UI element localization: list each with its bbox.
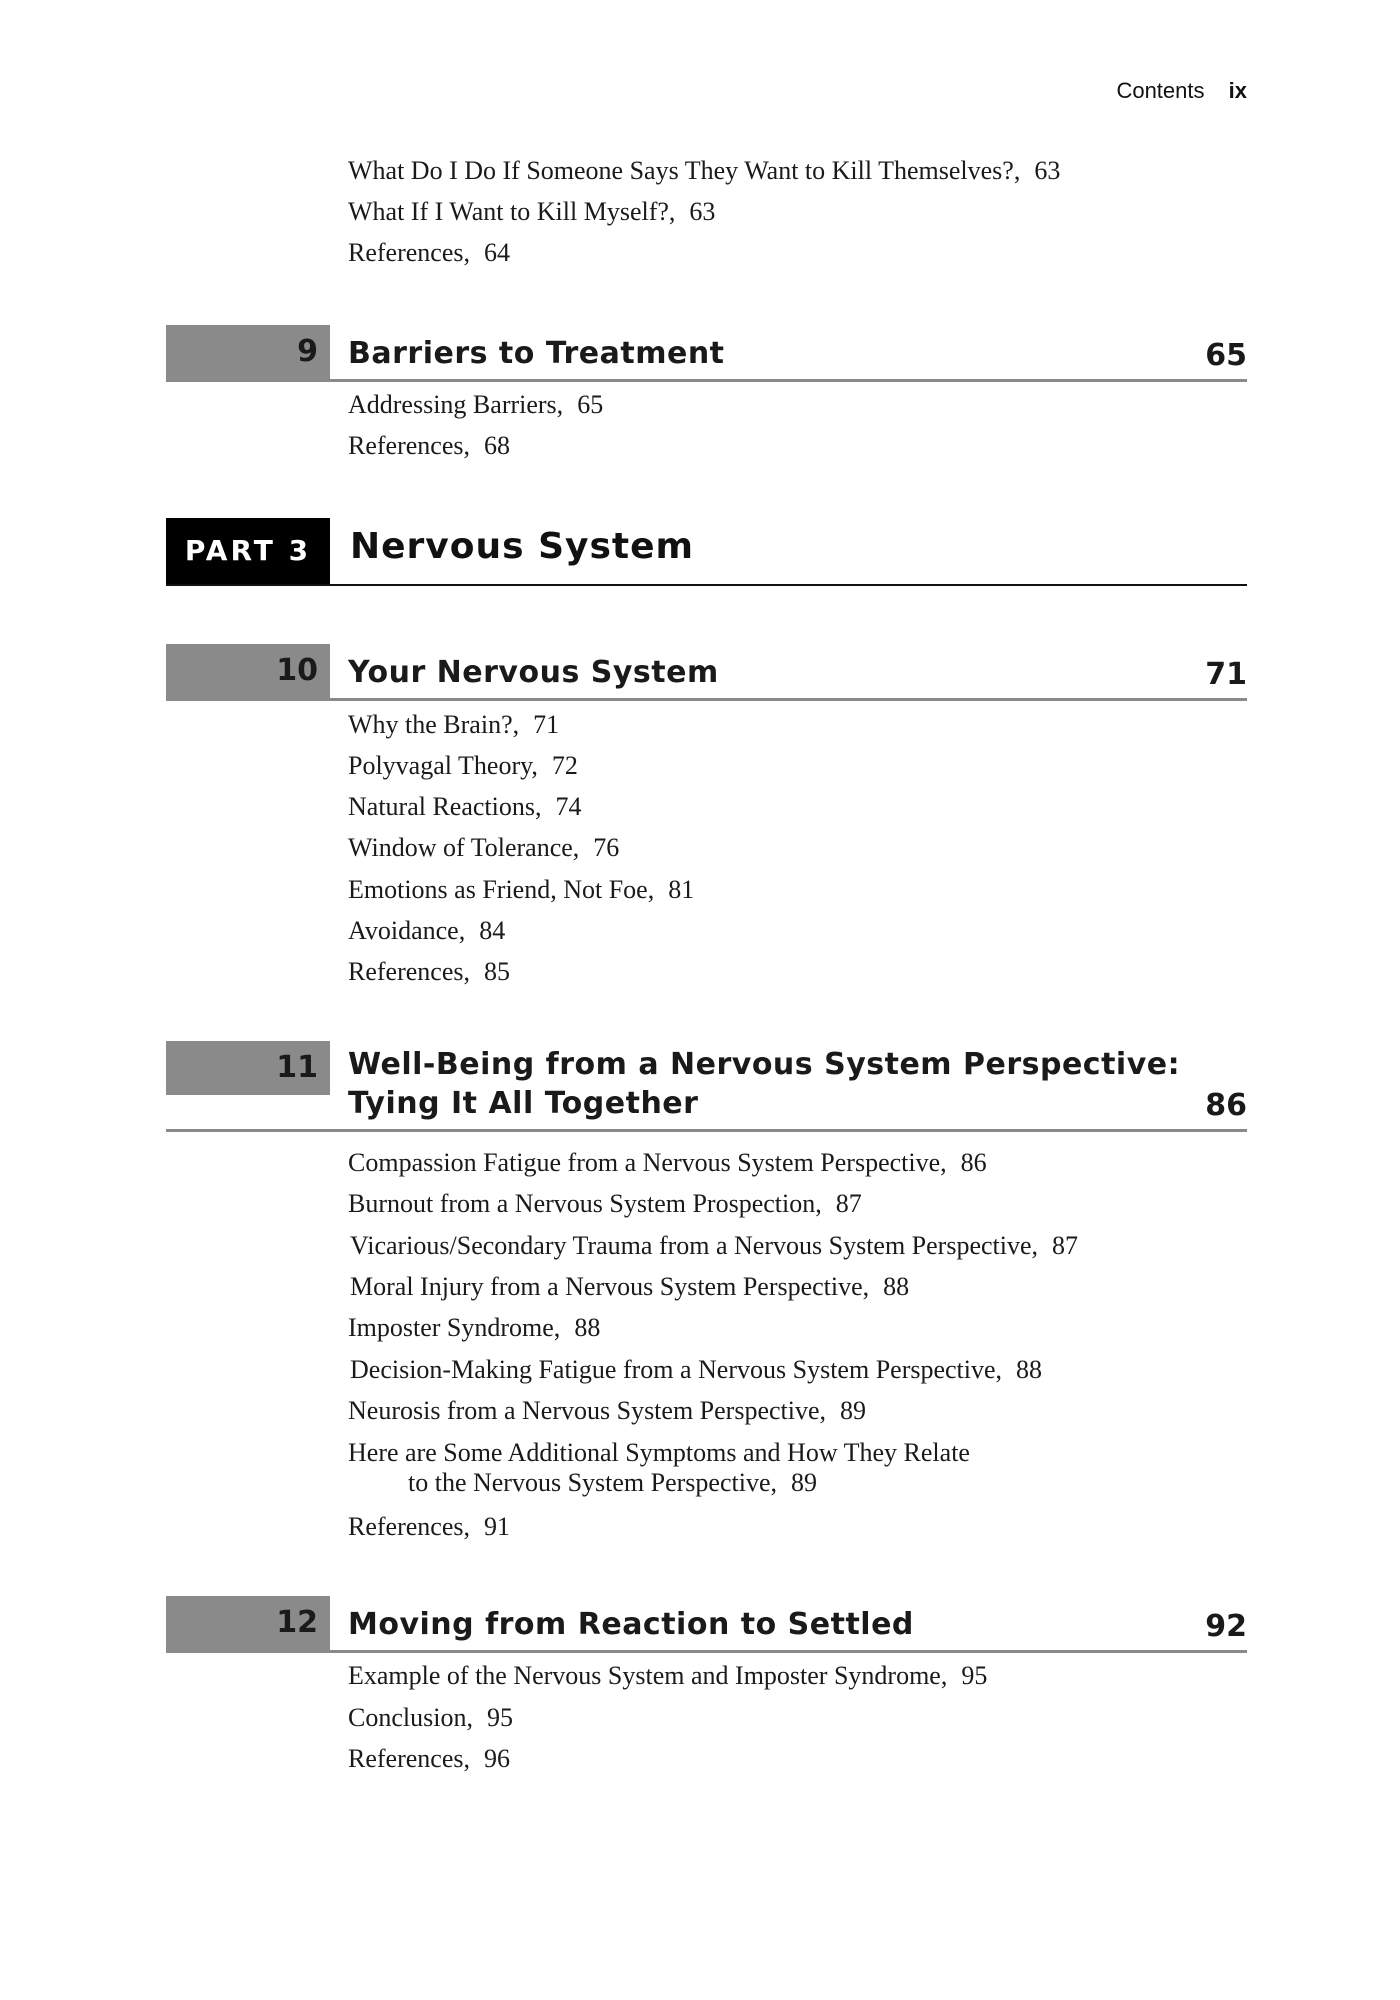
toc-entry-page: 81 — [668, 875, 695, 904]
chapter-title: Moving from Reaction to Settled — [348, 1607, 914, 1642]
toc-entry[interactable] — [348, 751, 578, 781]
toc-entry-page: 86 — [960, 1148, 987, 1177]
chapter-title-line: Well-Being from a Nervous System Perspective: — [348, 1047, 1181, 1082]
toc-entry-page: 89 — [791, 1468, 817, 1497]
toc-entry-title: Compassion Fatigue from a Nervous System Perspective, — [348, 1148, 947, 1177]
chapter-title: Barriers to Treatment — [348, 336, 725, 371]
chapter-number: 12 — [166, 1596, 330, 1650]
toc-entry-title: References, — [348, 957, 470, 986]
toc-entry-title: Decision-Making Fatigue from a Nervous System Perspective, — [350, 1355, 1003, 1384]
chapter-number: 11 — [166, 1041, 330, 1095]
toc-entry-page: 68 — [483, 431, 510, 460]
toc-entry-page: 91 — [483, 1512, 510, 1541]
toc-entry-continuation — [348, 1468, 970, 1498]
toc-entry-title: Example of the Nervous System and Imposter Syndrome, — [348, 1661, 948, 1690]
toc-entry-page: 84 — [479, 916, 506, 945]
toc-entry[interactable] — [348, 710, 559, 740]
toc-entry-title: What Do I Do If Someone Says They Want to Kill Themselves?, — [348, 156, 1021, 185]
toc-entry-title: References, — [348, 1744, 470, 1773]
chapter-title — [348, 1045, 1180, 1123]
toc-entry-page: 65 — [577, 390, 604, 419]
chapter-heading-12[interactable] — [166, 1596, 1247, 1653]
toc-entry-title: Natural Reactions, — [348, 792, 542, 821]
toc-entry[interactable] — [348, 1744, 510, 1774]
toc-entry[interactable] — [348, 1189, 862, 1219]
part-title: Nervous System — [350, 526, 695, 567]
toc-entry-title: Neurosis from a Nervous System Perspective, — [348, 1396, 827, 1425]
toc-entry-title: Vicarious/Secondary Trauma from a Nervous System Perspective, — [350, 1231, 1039, 1260]
toc-entry-title: Addressing Barriers, — [348, 390, 564, 419]
toc-entry-page: 89 — [840, 1396, 867, 1425]
running-head-label: Contents — [1116, 78, 1205, 103]
chapter-heading-11[interactable] — [166, 1041, 1247, 1132]
toc-entry-page: 63 — [689, 197, 716, 226]
toc-entry-page: 63 — [1034, 156, 1061, 185]
toc-entry-page: 87 — [1052, 1231, 1079, 1260]
chapter-page: 71 — [1205, 657, 1247, 692]
chapter-title: Your Nervous System — [348, 655, 719, 690]
toc-entry-title: Emotions as Friend, Not Foe, — [348, 875, 655, 904]
toc-entry[interactable] — [348, 1313, 600, 1343]
page-folio: ix — [1228, 78, 1247, 103]
chapter-number: 9 — [166, 325, 330, 379]
toc-entry[interactable] — [348, 957, 510, 987]
toc-entry-page: 95 — [961, 1661, 988, 1690]
toc-entry-page: 72 — [551, 751, 578, 780]
toc-entry-title: Why the Brain?, — [348, 710, 520, 739]
running-head — [1116, 78, 1247, 104]
toc-entry[interactable] — [348, 431, 510, 461]
toc-entry[interactable] — [348, 1148, 987, 1178]
toc-entry-title: Here are Some Additional Symptoms and How They Relate — [348, 1438, 970, 1467]
toc-entry-page: 88 — [1016, 1355, 1043, 1384]
toc-entry-title: to the Nervous System Perspective, — [408, 1468, 777, 1497]
toc-entry[interactable] — [350, 1272, 909, 1302]
part-label: PART 3 — [166, 518, 330, 584]
toc-entry-page: 76 — [593, 833, 620, 862]
chapter-title-line: Tying It All Together — [348, 1086, 699, 1121]
toc-entry[interactable] — [348, 197, 715, 227]
toc-entry[interactable] — [348, 390, 603, 420]
toc-entry-page: 88 — [883, 1272, 910, 1301]
toc-entry-title: Burnout from a Nervous System Prospection, — [348, 1189, 822, 1218]
toc-entry[interactable] — [350, 1231, 1078, 1261]
toc-entry[interactable] — [348, 156, 1060, 186]
toc-entry[interactable] — [348, 792, 582, 822]
toc-entry-title: References, — [348, 431, 470, 460]
toc-entry-title: Conclusion, — [348, 1703, 473, 1732]
toc-entry-page: 74 — [555, 792, 582, 821]
toc-entry[interactable] — [348, 875, 694, 905]
toc-entry-title: Moral Injury from a Nervous System Perspective, — [350, 1272, 870, 1301]
toc-entry-page: 96 — [483, 1744, 510, 1773]
toc-entry-title: Window of Tolerance, — [348, 833, 580, 862]
toc-entry[interactable] — [350, 1355, 1042, 1385]
toc-entry[interactable] — [348, 1512, 510, 1542]
toc-entry-page: 95 — [486, 1703, 513, 1732]
toc-entry[interactable] — [348, 1396, 866, 1426]
toc-entry-title: Polyvagal Theory, — [348, 751, 538, 780]
toc-entry[interactable] — [348, 1661, 987, 1691]
toc-entry[interactable] — [348, 238, 510, 268]
toc-entry-title: References, — [348, 1512, 470, 1541]
chapter-page: 92 — [1205, 1609, 1247, 1644]
chapter-page: 65 — [1205, 338, 1247, 373]
toc-entry-title: References, — [348, 238, 470, 267]
toc-entry[interactable] — [348, 833, 619, 863]
toc-entry-title: Avoidance, — [348, 916, 466, 945]
toc-entry-page: 64 — [483, 238, 510, 267]
chapter-heading-10[interactable] — [166, 644, 1247, 701]
toc-entry[interactable] — [348, 1438, 970, 1498]
chapter-page: 86 — [1205, 1088, 1247, 1123]
toc-entry-page: 71 — [533, 710, 560, 739]
chapter-number: 10 — [166, 644, 330, 698]
toc-entry-page: 85 — [483, 957, 510, 986]
toc-entry-title: Imposter Syndrome, — [348, 1313, 561, 1342]
part-heading[interactable] — [166, 518, 1247, 586]
chapter-heading-9[interactable] — [166, 325, 1247, 382]
toc-entry-page: 87 — [835, 1189, 862, 1218]
toc-entry[interactable] — [348, 1703, 513, 1733]
toc-entry[interactable] — [348, 916, 505, 946]
toc-entry-title: What If I Want to Kill Myself?, — [348, 197, 676, 226]
toc-entry-page: 88 — [574, 1313, 601, 1342]
